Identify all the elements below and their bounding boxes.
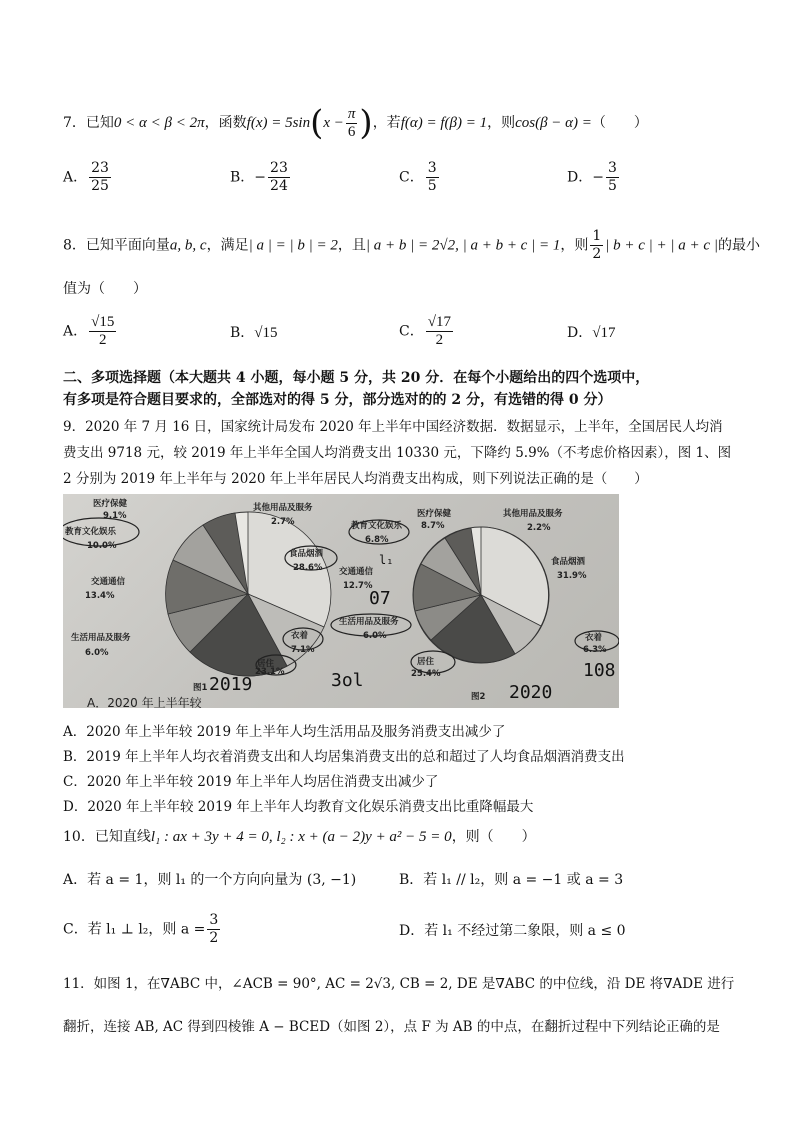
q10-option-b: B．若 l₁ // l₂，则 a = −1 或 a = 3	[399, 872, 624, 888]
fig2-value-daily: 6.0%	[363, 631, 387, 641]
fig2-label-housing: 居住	[417, 657, 435, 667]
fig2-value-edu: 6.8%	[365, 535, 389, 545]
q7-text-d: ，则	[487, 115, 516, 131]
q11-line1: 11．如图 1，在∇ABC 中，∠ACB = 90°, AC = 2√3, CB = 2, DE 是∇ABC 的中位线，沿 DE 将∇ADE 进行	[63, 976, 735, 992]
fig2-value-transport: 12.7%	[343, 581, 373, 591]
q7-stem: 7．已知0 < α < β < 2π，函数f(x) = 5sin(x − $\frac{\pi}{6}$ )，若f(α) = f(β) = 1，则cos(β − α) =（ ）	[63, 103, 648, 143]
fig1-value-medical: 9.1%	[103, 511, 127, 521]
fig1-caption: 图1	[193, 683, 208, 693]
q8-stem: 8．已知平面向量a, b, c，满足| a | = | b | = 2，且| a + b | = 2√2, | a + b + c | = 1，则 $\frac{1}{2}$ | b + c | + | a + c |的最小	[63, 228, 760, 262]
fig2-label-clothing: 衣着	[585, 633, 603, 643]
handwriting-07: 07	[369, 588, 391, 609]
handwriting-l1: l₁	[379, 553, 394, 567]
fig2-value-medical: 8.7%	[421, 521, 445, 531]
q8-option-a: A． $\frac{√15}{2}$	[63, 314, 115, 348]
handwriting-108: 108	[583, 660, 616, 681]
q8-option-c: C． $\frac{√17}{2}$	[399, 314, 451, 348]
fig2-value-housing: 25.4%	[411, 669, 441, 679]
fig2-label-daily: 生活用品及服务	[339, 617, 399, 627]
q8-option-d: D．√17	[567, 325, 616, 341]
fig1-label-edu: 教育文化娱乐	[65, 527, 117, 537]
fig1-label-transport: 交通通信	[91, 577, 126, 587]
fig1-label-medical: 医疗保健	[93, 499, 128, 509]
fig1-label-daily: 生活用品及服务	[71, 633, 131, 643]
q7-text-b: ，函数	[204, 115, 247, 131]
q10-lines: l₁ : ax + 3y + 4 = 0, l₂ : x + (a − 2)y + a² − 5 = 0	[150, 829, 452, 845]
q8-stem-line2: 值为（ ）	[63, 281, 147, 297]
handwriting-2020: 2020	[509, 682, 553, 703]
fig1-value-housing: 23.1%	[255, 667, 285, 677]
q7-condition2: f(α) = f(β) = 1	[400, 115, 488, 131]
pie-fig2	[413, 527, 549, 663]
q7-condition: 0 < α < β < 2π	[113, 115, 205, 131]
q11-line2: 翻折，连接 AB, AC 得到四棱锥 A − BCED（如图 2），点 F 为 AB 的中点，在翻折过程中下列结论正确的是	[63, 1019, 720, 1035]
fig1-label-clothing: 衣着	[291, 631, 309, 641]
handwriting-2019: 2019	[209, 674, 253, 695]
q7-function: f(x) = 5sin	[246, 115, 311, 131]
q8-option-b: B．√15	[230, 325, 278, 341]
fig1-label-food: 食品烟酒	[289, 549, 324, 559]
q7-option-c: C． $\frac{3}{5}$	[399, 160, 437, 194]
q9-option-a: A．2020 年上半年较 2019 年上半年人均生活用品及服务消费支出减少了	[63, 724, 506, 740]
q7-pi-over-6: $\frac{\pi}{6}$	[347, 105, 356, 140]
q9-line2: 费支出 9718 元，较 2019 年上半年全国人均消费支出 10330 元，下降约 5.9%（不考虑价格因素），图 1、图	[63, 445, 732, 461]
q9-option-c: C．2020 年上半年较 2019 年上半年人均居住消费支出减少了	[63, 774, 439, 790]
fig2-label-medical: 医疗保健	[417, 509, 452, 519]
q7-blank: （ ）	[591, 115, 648, 131]
fig1-value-other: 2.7%	[271, 517, 295, 527]
q9-line1: 9．2020 年 7 月 16 日，国家统计局发布 2020 年上半年中国经济数据．数据显示，上半年，全国居民人均消	[63, 419, 723, 435]
q7-text-c: ，若	[372, 115, 401, 131]
pie-charts-svg	[63, 494, 619, 708]
section2-heading-line2: 有多项是符合题目要求的，全部选对的得 5 分，部分选对的的 2 分，有选错的得 0 分）	[63, 392, 612, 408]
fig1-value-daily: 6.0%	[85, 648, 109, 658]
fig1-label-other: 其他用品及服务	[253, 503, 313, 513]
fig2-value-clothing: 6.3%	[583, 645, 607, 655]
q9-option-b: B．2019 年上半年人均衣着消费支出和人均居集消费支出的总和超过了人均食品烟酒消费支出	[63, 749, 625, 765]
fig2-caption: 图2	[471, 692, 486, 702]
q8-condition2: | a + b | = 2√2, | a + b + c | = 1	[365, 237, 561, 254]
q7-option-b: B．− $\frac{23}{24}$	[230, 160, 288, 194]
q7-ask: cos(β − α) =	[515, 115, 592, 131]
q10-option-d: D．若 l₁ 不经过第二象限，则 a ≤ 0	[399, 923, 626, 939]
q7-inner: x −	[323, 115, 344, 131]
fig1-label-housing: 居住	[257, 659, 275, 669]
fig2-value-food: 31.9%	[557, 571, 587, 581]
q8-condition1: | a | = | b | = 2	[248, 237, 338, 254]
fig2-label-transport: 交通通信	[339, 567, 374, 577]
pie-charts-photo	[63, 494, 619, 708]
q9-line3: 2 分别为 2019 年上半年与 2020 年上半年居民人均消费支出构成，则下列说法正确的是（ ）	[63, 471, 648, 487]
fig1-value-edu: 10.0%	[87, 541, 117, 551]
fig2-label-edu: 教育文化娱乐	[351, 521, 403, 531]
q7-option-a: A． $\frac{23}{25}$	[63, 160, 109, 194]
fig1-value-clothing: 7.1%	[291, 645, 315, 655]
fig1-value-food: 28.6%	[293, 563, 323, 573]
photo-bottom-text: A．2020 年上半年较	[87, 696, 202, 708]
section2-heading-line1: 二、多项选择题（本大题共 4 小题，每小题 5 分，共 20 分．在每个小题给出的四个选项中，	[63, 370, 650, 386]
q7-text: 7．已知	[63, 115, 114, 131]
q10-stem: 10．已知直线l₁ : ax + 3y + 4 = 0, l₂ : x + (a − 2)y + a² − 5 = 0，则（ ）	[63, 829, 536, 845]
q7-option-d: D．− $\frac{3}{5}$	[567, 160, 617, 194]
fig2-label-food: 食品烟酒	[551, 557, 586, 567]
handwriting-3ol: 3ol	[331, 670, 364, 691]
fig2-value-other: 2.2%	[527, 523, 551, 533]
q10-option-a: A．若 a = 1，则 l₁ 的一个方向向量为 (3, −1)	[63, 872, 357, 888]
fig2-label-other: 其他用品及服务	[503, 509, 563, 519]
q10-option-c: C．若 l₁ ⊥ l₂，则 a = $\frac{3}{2}$	[63, 912, 219, 946]
q8-vectors: a, b, c	[169, 237, 207, 254]
q9-option-d: D．2020 年上半年较 2019 年上半年人均教育文化娱乐消费支出比重降幅最大	[63, 799, 534, 815]
q8-expression: | b + c | + | a + c |	[605, 237, 718, 254]
fig1-value-transport: 13.4%	[85, 591, 115, 601]
